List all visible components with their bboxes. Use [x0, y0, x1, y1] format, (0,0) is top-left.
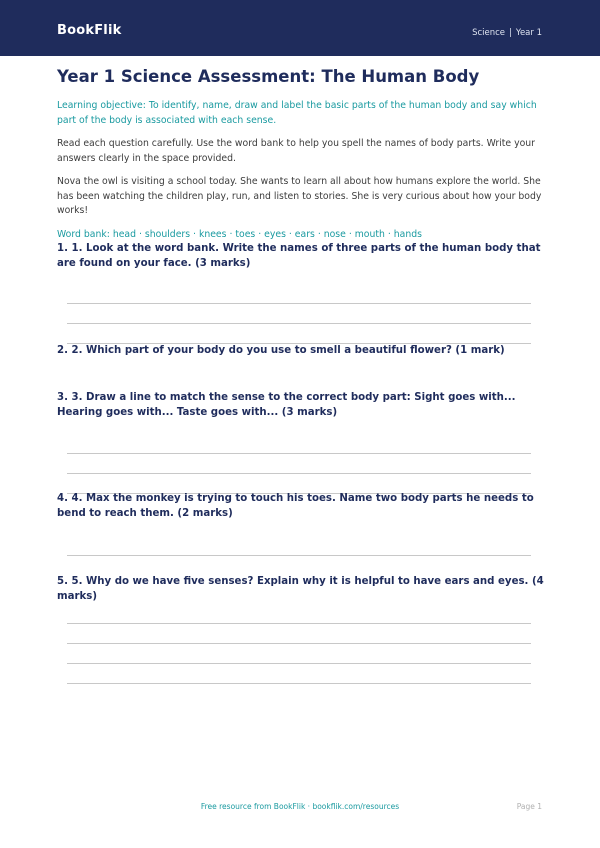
answer-line-q5-a[interactable] [67, 623, 531, 624]
answer-line-q1-b[interactable] [67, 323, 531, 324]
header-meta [472, 28, 542, 38]
page-number: Page 1 [516, 802, 542, 811]
brand-logo[interactable]: BookFlik [57, 23, 122, 38]
learning-objective: Learning objective: To identify, name, draw and label the basic parts of the human body and say which part of the body is associated with each sense. [57, 100, 537, 126]
header-separator: | [509, 28, 512, 38]
question-3: 3. 3. Draw a line to match the sense to the correct body part: Sight goes with... Hearing goes with... Taste goes with... (3 marks) [57, 392, 516, 418]
answer-line-q5-d[interactable] [67, 683, 531, 684]
intro-section [57, 66, 543, 256]
question-2: 2. 2. Which part of your body do you use to smell a beautiful flower? (1 mark) [57, 345, 505, 356]
question-5: 5. 5. Why do we have five senses? Explain why it is helpful to have ears and eyes. (4 marks) [57, 576, 544, 602]
answer-line-q5-b[interactable] [67, 643, 531, 644]
question-1: 1. 1. Look at the word bank. Write the names of three parts of the human body that are found on your face. (3 marks) [57, 243, 541, 269]
answer-line-q3-b[interactable] [67, 473, 531, 474]
answer-line-q4-a[interactable] [67, 555, 531, 556]
page-title: Year 1 Science Assessment: The Human Body [57, 67, 480, 86]
instructions-text: Read each question carefully. Use the word bank to help you spell the names of body parts. Write your answers clearly in the space provided. [57, 138, 535, 164]
subject-label: Science [472, 28, 506, 38]
word-bank: Word bank: head · shoulders · knees · toes · eyes · ears · nose · mouth · hands [57, 228, 423, 240]
answer-line-q5-c[interactable] [67, 663, 531, 664]
answer-line-q3-a[interactable] [67, 453, 531, 454]
story-text: Nova the owl is visiting a school today. She wants to learn all about how humans explore the world. She has been watching the children play, run, and listen to stories. She is very curious about how your body works! [57, 176, 542, 216]
footer-source-link[interactable]: Free resource from BookFlik · bookflik.com/resources [200, 802, 400, 811]
question-4: 4. 4. Max the monkey is trying to touch his toes. Name two body parts he needs to bend to reach them. (2 marks) [57, 493, 534, 519]
answer-line-q1-a[interactable] [67, 303, 531, 304]
year-label: Year 1 [515, 28, 542, 38]
page-header [0, 0, 600, 56]
